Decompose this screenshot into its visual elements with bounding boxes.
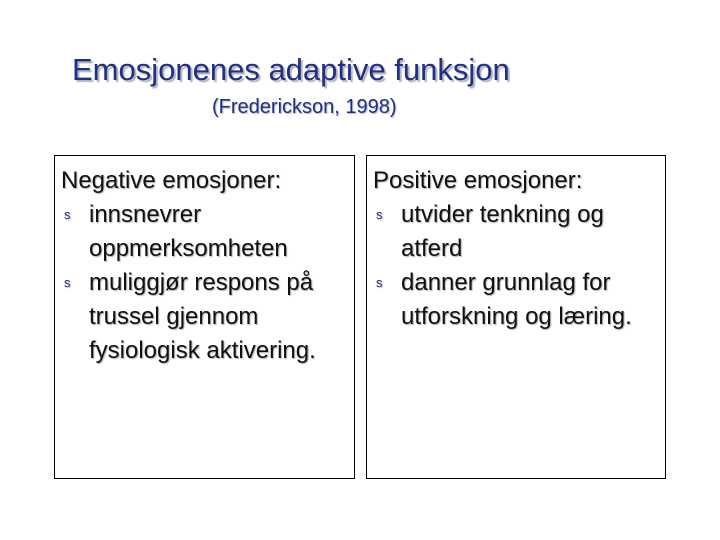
negative-emotions-box	[54, 155, 355, 479]
positive-emotions-heading: Positive emosjoner:	[373, 167, 583, 194]
list-item	[373, 266, 659, 334]
bullet-text: utvider tenkning og atferd	[401, 201, 604, 262]
negative-emotions-heading: Negative emosjoner:	[61, 167, 282, 194]
slide-title: Emosjonenes adaptive funksjon	[72, 52, 510, 87]
list-item	[61, 266, 348, 368]
list-item	[373, 198, 659, 266]
slide-subtitle: (Frederickson, 1998)	[212, 96, 397, 118]
bullet-text: danner grunnlag for utforskning og læring.	[401, 269, 632, 330]
bullet-text: muliggjør respons på trussel gjennom fysiologisk aktivering.	[89, 269, 316, 364]
bullet-icon: s	[64, 207, 71, 222]
bullet-text: innsnevrer oppmerksomheten	[89, 201, 288, 262]
bullet-icon: s	[64, 275, 71, 290]
negative-emotions-list	[61, 198, 348, 368]
bullet-icon: s	[376, 207, 383, 222]
positive-emotions-box	[366, 155, 666, 479]
list-item	[61, 198, 348, 266]
bullet-icon: s	[376, 275, 383, 290]
positive-emotions-list	[373, 198, 659, 334]
